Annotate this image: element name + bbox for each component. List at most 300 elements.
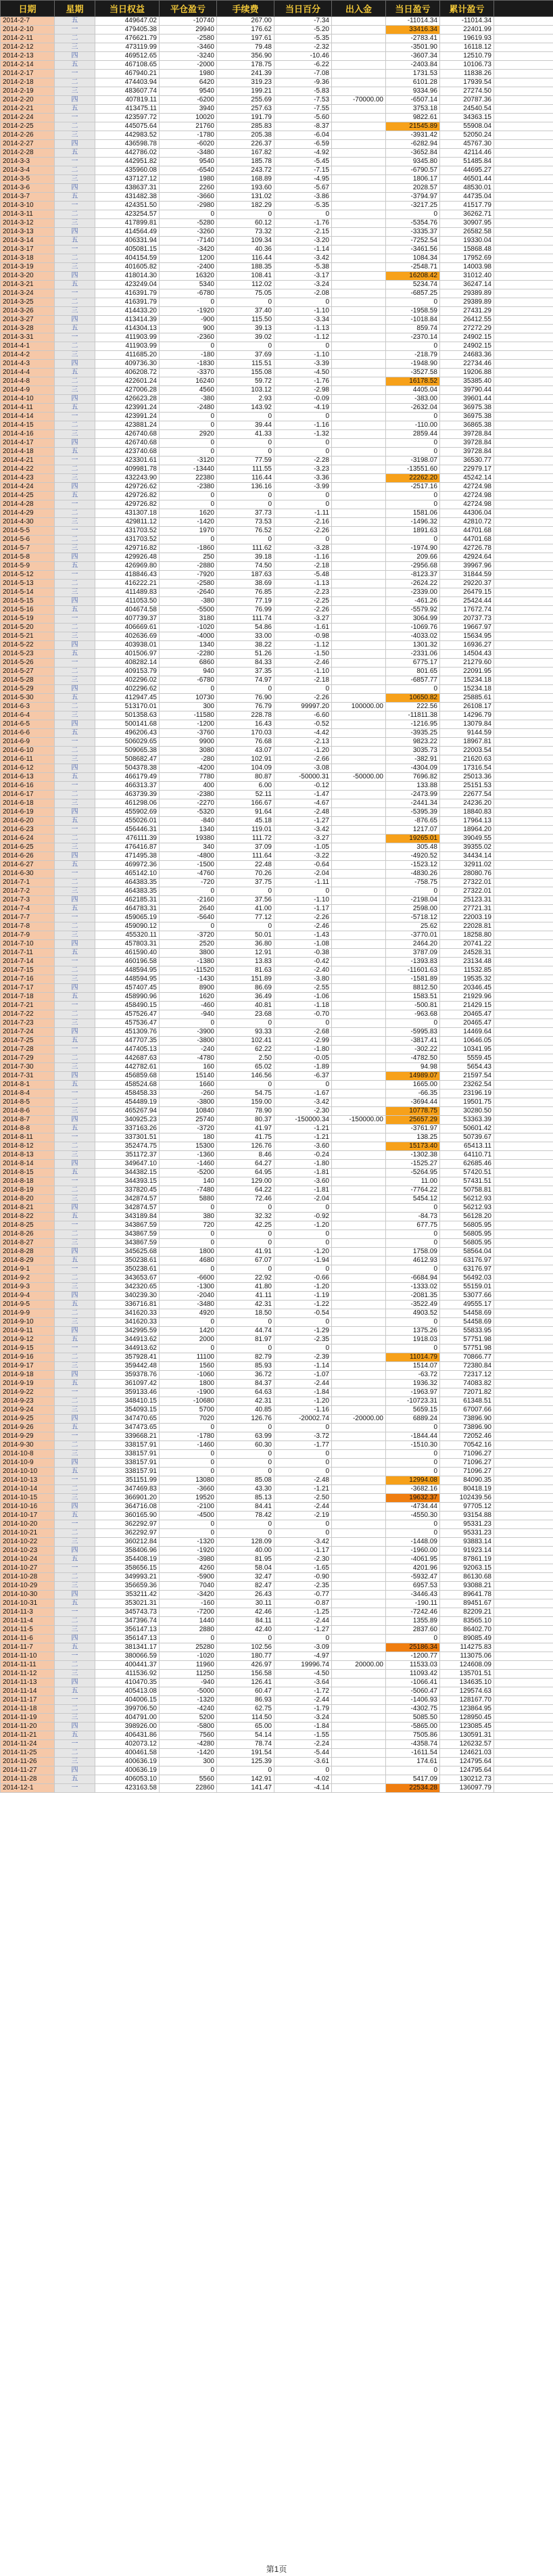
cell-daily-profit: 14989.07 <box>386 1072 440 1081</box>
cell-fee: 80.37 <box>217 1116 274 1125</box>
cell-daily-profit: 0 <box>386 1424 440 1432</box>
cell-rate: -3.34 <box>274 316 332 325</box>
cell-daily-profit: 4201.96 <box>386 1564 440 1573</box>
cell-blank <box>494 1476 553 1485</box>
cell-blank <box>494 1538 553 1547</box>
cell-weekday: 三 <box>55 1582 95 1591</box>
cell-balance: -3760 <box>160 729 217 738</box>
cell-equity: 414433.20 <box>95 307 160 316</box>
table-row <box>1 711 553 720</box>
table-row <box>1 1344 553 1353</box>
table-row <box>1 492 553 500</box>
cell-date: 2014-2-13 <box>1 52 55 61</box>
cell-cumulative: 89085.49 <box>440 1635 494 1643</box>
cell-equity: 416391.79 <box>95 298 160 307</box>
cell-inout <box>332 975 386 984</box>
cell-daily-profit: 0 <box>386 342 440 351</box>
cell-balance: -1320 <box>160 1696 217 1705</box>
cell-cumulative: 87861.19 <box>440 1555 494 1564</box>
table-row <box>1 360 553 369</box>
cell-equity: 403938.01 <box>95 641 160 650</box>
table-row <box>1 624 553 632</box>
cell-weekday: 三 <box>55 1239 95 1248</box>
cell-fee: 54.14 <box>217 1731 274 1740</box>
cell-fee: 45.18 <box>217 817 274 826</box>
cell-inout <box>332 421 386 430</box>
cell-weekday: 四 <box>55 1547 95 1555</box>
cell-date: 2014-9-3 <box>1 1283 55 1292</box>
cell-equity: 459090.12 <box>95 922 160 931</box>
cell-daily-profit: -3335.37 <box>386 228 440 237</box>
cell-equity: 338157.91 <box>95 1459 160 1468</box>
cell-date: 2014-7-17 <box>1 984 55 993</box>
cell-balance: -3720 <box>160 931 217 940</box>
cell-blank <box>494 448 553 456</box>
cell-equity: 509065.38 <box>95 747 160 755</box>
cell-weekday: 一 <box>55 1784 95 1793</box>
cell-cumulative: 50601.42 <box>440 1125 494 1133</box>
cell-blank <box>494 395 553 404</box>
cell-daily-profit: -4033.02 <box>386 632 440 641</box>
cell-weekday: 一 <box>55 659 95 668</box>
table-row <box>1 1529 553 1538</box>
cell-rate: -7.15 <box>274 166 332 175</box>
table-row <box>1 237 553 245</box>
cell-balance: -1420 <box>160 1749 217 1758</box>
cell-date: 2014-6-16 <box>1 782 55 791</box>
cell-weekday: 五 <box>55 1257 95 1265</box>
cell-cumulative: 31844.59 <box>440 571 494 580</box>
table-row <box>1 333 553 342</box>
cell-equity: 356659.36 <box>95 1582 160 1591</box>
cell-fee: 75.05 <box>217 289 274 298</box>
table-row <box>1 149 553 158</box>
cell-inout <box>332 861 386 870</box>
cell-equity: 356147.13 <box>95 1626 160 1635</box>
cell-equity: 405081.15 <box>95 245 160 254</box>
cell-weekday: 三 <box>55 1063 95 1072</box>
cell-balance: 0 <box>160 1265 217 1274</box>
cell-cumulative: 15234.18 <box>440 676 494 685</box>
cell-blank <box>494 492 553 500</box>
cell-equity: 364716.08 <box>95 1503 160 1512</box>
cell-blank <box>494 237 553 245</box>
cell-blank <box>494 1661 553 1670</box>
cell-cumulative: 16936.27 <box>440 641 494 650</box>
cell-daily-profit: -3817.41 <box>386 1037 440 1046</box>
cell-inout <box>332 1652 386 1661</box>
cell-cumulative: 9144.59 <box>440 729 494 738</box>
cell-inout <box>332 245 386 254</box>
cell-rate: -50000.31 <box>274 773 332 782</box>
cell-rate: -1.16 <box>274 421 332 430</box>
cell-equity: 456446.31 <box>95 826 160 835</box>
cell-daily-profit: -6857.25 <box>386 289 440 298</box>
cell-rate: -3.99 <box>274 483 332 492</box>
cell-fee: 65.00 <box>217 1723 274 1731</box>
cell-equity: 424351.50 <box>95 202 160 210</box>
table-row <box>1 694 553 703</box>
cell-date: 2014-8-4 <box>1 1090 55 1098</box>
cell-balance: -1500 <box>160 861 217 870</box>
cell-blank <box>494 659 553 668</box>
cell-daily-profit: -11601.63 <box>386 966 440 975</box>
cell-daily-profit: -110.00 <box>386 421 440 430</box>
table-row <box>1 96 553 105</box>
cell-fee: 16.43 <box>217 720 274 729</box>
cell-blank <box>494 571 553 580</box>
cell-equity: 447405.13 <box>95 1046 160 1054</box>
cell-cumulative: 53363.39 <box>440 1116 494 1125</box>
cell-fee: 41.97 <box>217 1125 274 1133</box>
cell-blank <box>494 606 553 615</box>
cell-equity: 404154.59 <box>95 254 160 263</box>
cell-fee: 116.44 <box>217 474 274 483</box>
cell-inout <box>332 492 386 500</box>
cell-rate: -3.80 <box>274 975 332 984</box>
cell-inout <box>332 1257 386 1265</box>
cell-balance: 16320 <box>160 272 217 281</box>
cell-cumulative: 36247.14 <box>440 281 494 289</box>
cell-weekday: 五 <box>55 729 95 738</box>
cell-daily-profit: -963.68 <box>386 1010 440 1019</box>
cell-balance: -2380 <box>160 791 217 799</box>
cell-cumulative: 86402.70 <box>440 1626 494 1635</box>
cell-blank <box>494 632 553 641</box>
cell-daily-profit: -2517.16 <box>386 483 440 492</box>
cell-inout <box>332 1063 386 1072</box>
cell-weekday: 一 <box>55 158 95 166</box>
cell-fee: 170.03 <box>217 729 274 738</box>
cell-rate: -1.21 <box>274 1125 332 1133</box>
cell-fee: 0 <box>217 1230 274 1239</box>
cell-equity: 464383.35 <box>95 887 160 896</box>
cell-weekday: 二 <box>55 509 95 518</box>
cell-cumulative: 16118.12 <box>440 43 494 52</box>
cell-weekday: 四 <box>55 1635 95 1643</box>
cell-daily-profit: -2956.68 <box>386 562 440 571</box>
cell-equity: 405413.08 <box>95 1687 160 1696</box>
cell-balance: -6780 <box>160 289 217 298</box>
cell-weekday: 四 <box>55 1072 95 1081</box>
cell-cumulative: 114275.83 <box>440 1643 494 1652</box>
cell-balance: -3260 <box>160 228 217 237</box>
cell-blank <box>494 1766 553 1775</box>
cell-daily-profit: -1510.30 <box>386 1441 440 1450</box>
cell-inout <box>332 755 386 764</box>
cell-rate: -10.46 <box>274 52 332 61</box>
cell-daily-profit: 11093.42 <box>386 1670 440 1679</box>
table-row <box>1 852 553 861</box>
table-row <box>1 1327 553 1336</box>
cell-inout <box>332 1380 386 1388</box>
cell-date: 2014-4-28 <box>1 500 55 509</box>
table-row <box>1 1661 553 1670</box>
cell-blank <box>494 105 553 114</box>
cell-blank <box>494 158 553 166</box>
cell-daily-profit: 3753.18 <box>386 105 440 114</box>
cell-cumulative: 134635.10 <box>440 1679 494 1687</box>
cell-weekday: 四 <box>55 1160 95 1169</box>
cell-rate: -2.66 <box>274 755 332 764</box>
table-row <box>1 1424 553 1432</box>
cell-cumulative: 30907.95 <box>440 219 494 228</box>
cell-rate: -2.24 <box>274 1740 332 1749</box>
cell-inout <box>332 685 386 694</box>
cell-inout <box>332 1564 386 1573</box>
cell-weekday: 二 <box>55 703 95 711</box>
cell-fee: 0 <box>217 1424 274 1432</box>
cell-fee: 78.42 <box>217 1512 274 1520</box>
cell-weekday: 三 <box>55 975 95 984</box>
cell-cumulative: 71096.27 <box>440 1459 494 1468</box>
cell-cumulative: 18967.81 <box>440 738 494 747</box>
cell-blank <box>494 1362 553 1371</box>
cell-daily-profit: -4358.74 <box>386 1740 440 1749</box>
cell-equity: 455320.11 <box>95 931 160 940</box>
cell-weekday: 二 <box>55 254 95 263</box>
cell-inout <box>332 1626 386 1635</box>
cell-equity: 416391.79 <box>95 289 160 298</box>
cell-cumulative: 23262.54 <box>440 1081 494 1090</box>
cell-daily-profit: -11014.34 <box>386 17 440 26</box>
cell-date: 2014-5-9 <box>1 562 55 571</box>
cell-daily-profit: 6101.28 <box>386 78 440 87</box>
cell-date: 2014-3-14 <box>1 237 55 245</box>
cell-date: 2014-5-7 <box>1 544 55 553</box>
cell-equity: 426969.80 <box>95 562 160 571</box>
cell-rate: -5.48 <box>274 571 332 580</box>
cell-rate: -1.27 <box>274 1626 332 1635</box>
cell-weekday: 三 <box>55 1406 95 1415</box>
cell-fee: 426.97 <box>217 1661 274 1670</box>
table-row <box>1 940 553 949</box>
cell-daily-profit: 15173.40 <box>386 1142 440 1151</box>
cell-inout <box>332 360 386 369</box>
table-row <box>1 1459 553 1468</box>
cell-weekday: 三 <box>55 1450 95 1459</box>
cell-blank <box>494 26 553 34</box>
cell-weekday: 五 <box>55 1081 95 1090</box>
cell-cumulative: 15634.95 <box>440 632 494 641</box>
table-row <box>1 1195 553 1204</box>
cell-weekday: 二 <box>55 835 95 843</box>
cell-cumulative: 30280.50 <box>440 1107 494 1116</box>
cell-rate: -2.19 <box>274 1512 332 1520</box>
cell-balance: 3080 <box>160 747 217 755</box>
cell-daily-profit: 1217.07 <box>386 826 440 835</box>
cell-inout <box>332 1107 386 1116</box>
cell-fee: 111.62 <box>217 544 274 553</box>
cell-fee: 119.01 <box>217 826 274 835</box>
cell-cumulative: 18964.20 <box>440 826 494 835</box>
table-row <box>1 175 553 184</box>
cell-blank <box>494 1257 553 1265</box>
cell-fee: 32.32 <box>217 1213 274 1221</box>
cell-balance: 16240 <box>160 377 217 386</box>
cell-inout <box>332 1204 386 1213</box>
cell-rate: -0.90 <box>274 1573 332 1582</box>
cell-date: 2014-8-6 <box>1 1107 55 1116</box>
cell-date: 2014-8-20 <box>1 1195 55 1204</box>
cell-daily-profit: -2403.84 <box>386 61 440 70</box>
cell-balance: -4760 <box>160 870 217 879</box>
cell-cumulative: 45242.14 <box>440 474 494 483</box>
cell-balance: -3980 <box>160 1555 217 1564</box>
cell-weekday: 二 <box>55 465 95 474</box>
cell-cumulative: 11532.85 <box>440 966 494 975</box>
cell-daily-profit: -3652.84 <box>386 149 440 158</box>
cell-cumulative: 56128.20 <box>440 1213 494 1221</box>
cell-blank <box>494 1520 553 1529</box>
cell-blank <box>494 1591 553 1599</box>
cell-fee: 142.91 <box>217 1775 274 1784</box>
cell-rate: 0 <box>274 1529 332 1538</box>
cell-inout <box>332 1424 386 1432</box>
table-row <box>1 1336 553 1344</box>
table-row <box>1 1494 553 1503</box>
cell-fee: 205.38 <box>217 131 274 140</box>
cell-equity: 445075.64 <box>95 122 160 131</box>
cell-equity: 360212.84 <box>95 1538 160 1547</box>
cell-daily-profit: -3931.42 <box>386 131 440 140</box>
cell-rate: -3.17 <box>274 272 332 281</box>
cell-cumulative: 21597.54 <box>440 1072 494 1081</box>
cell-equity: 479405.38 <box>95 26 160 34</box>
cell-weekday: 五 <box>55 1599 95 1608</box>
table-row <box>1 52 553 61</box>
cell-balance: 400 <box>160 782 217 791</box>
cell-equity: 411053.50 <box>95 597 160 606</box>
table-row <box>1 500 553 509</box>
cell-cumulative: 25123.31 <box>440 896 494 905</box>
cell-date: 2014-11-18 <box>1 1705 55 1714</box>
cell-daily-profit: -1216.95 <box>386 720 440 729</box>
cell-rate: -1.89 <box>274 1063 332 1072</box>
cell-weekday: 二 <box>55 1705 95 1714</box>
cell-fee: 78.90 <box>217 1107 274 1116</box>
cell-fee: 36.72 <box>217 1371 274 1380</box>
cell-daily-profit: 16208.42 <box>386 272 440 281</box>
cell-balance: 1440 <box>160 1617 217 1626</box>
cell-date: 2014-7-30 <box>1 1063 55 1072</box>
cell-blank <box>494 1547 553 1555</box>
cell-inout <box>332 641 386 650</box>
cell-date: 2014-8-5 <box>1 1098 55 1107</box>
cell-equity: 359442.48 <box>95 1362 160 1371</box>
cell-daily-profit: 859.74 <box>386 325 440 333</box>
cell-inout <box>332 52 386 61</box>
cell-fee: 41.75 <box>217 1133 274 1142</box>
cell-fee: 40.85 <box>217 1406 274 1415</box>
cell-cumulative: 17316.54 <box>440 764 494 773</box>
cell-blank <box>494 17 553 26</box>
cell-weekday: 四 <box>55 597 95 606</box>
cell-date: 2014-7-1 <box>1 879 55 887</box>
cell-fee: 38.22 <box>217 641 274 650</box>
cell-cumulative: 32911.02 <box>440 861 494 870</box>
cell-daily-profit: 1731.53 <box>386 70 440 78</box>
cell-daily-profit: -3461.56 <box>386 245 440 254</box>
cell-rate: -3.09 <box>274 1643 332 1652</box>
cell-cumulative: 19667.97 <box>440 624 494 632</box>
table-row <box>1 1503 553 1512</box>
cell-fee: 176.62 <box>217 26 274 34</box>
cell-equity: 476111.39 <box>95 835 160 843</box>
cell-inout <box>332 474 386 483</box>
cell-blank <box>494 1371 553 1380</box>
cell-balance: -1060 <box>160 1371 217 1380</box>
cell-daily-profit: 9823.22 <box>386 738 440 747</box>
cell-balance: 6420 <box>160 78 217 87</box>
cell-cumulative: 44695.27 <box>440 166 494 175</box>
table-row <box>1 26 553 34</box>
cell-weekday: 三 <box>55 1626 95 1635</box>
cell-balance: -3900 <box>160 1028 217 1037</box>
cell-balance: 6860 <box>160 659 217 668</box>
cell-rate: -2.26 <box>274 914 332 922</box>
cell-balance: -1460 <box>160 1160 217 1169</box>
cell-cumulative: 23196.19 <box>440 1090 494 1098</box>
cell-rate: -1.10 <box>274 668 332 676</box>
cell-equity: 342874.57 <box>95 1204 160 1213</box>
cell-equity: 418846.43 <box>95 571 160 580</box>
table-row <box>1 1784 553 1793</box>
cell-equity: 496206.43 <box>95 729 160 738</box>
cell-inout <box>332 1784 386 1793</box>
cell-cumulative: 11838.26 <box>440 70 494 78</box>
cell-weekday: 五 <box>55 1424 95 1432</box>
cell-cumulative: 39601.44 <box>440 395 494 404</box>
cell-fee: 26.43 <box>217 1591 274 1599</box>
cell-inout <box>332 914 386 922</box>
table-row <box>1 571 553 580</box>
cell-weekday: 五 <box>55 17 95 26</box>
cell-fee: 126.76 <box>217 1415 274 1424</box>
table-row <box>1 738 553 747</box>
cell-daily-profit: 0 <box>386 413 440 421</box>
cell-inout <box>332 1512 386 1520</box>
table-row <box>1 1582 553 1591</box>
cell-fee: 188.35 <box>217 263 274 272</box>
cell-balance: 4920 <box>160 1309 217 1318</box>
cell-inout <box>332 219 386 228</box>
cell-equity: 362292.97 <box>95 1520 160 1529</box>
cell-balance: -3120 <box>160 456 217 465</box>
cell-balance: -2400 <box>160 263 217 272</box>
cell-equity: 343867.59 <box>95 1221 160 1230</box>
cell-blank <box>494 1090 553 1098</box>
cell-inout <box>332 1468 386 1476</box>
cell-fee: 36.80 <box>217 940 274 949</box>
cell-cumulative: 36530.77 <box>440 456 494 465</box>
cell-equity: 431703.52 <box>95 536 160 544</box>
cell-inout <box>332 140 386 149</box>
cell-blank <box>494 1494 553 1503</box>
cell-equity: 506029.65 <box>95 738 160 747</box>
cell-weekday: 四 <box>55 685 95 694</box>
cell-fee: 62.22 <box>217 1046 274 1054</box>
cell-daily-profit: -876.65 <box>386 817 440 826</box>
cell-equity: 361097.42 <box>95 1380 160 1388</box>
cell-cumulative: 128950.45 <box>440 1714 494 1723</box>
cell-date: 2014-9-19 <box>1 1380 55 1388</box>
cell-weekday: 三 <box>55 676 95 685</box>
cell-date: 2014-7-24 <box>1 1028 55 1037</box>
cell-cumulative: 123864.95 <box>440 1705 494 1714</box>
cell-daily-profit: -1963.97 <box>386 1388 440 1397</box>
cell-balance: -1200 <box>160 720 217 729</box>
